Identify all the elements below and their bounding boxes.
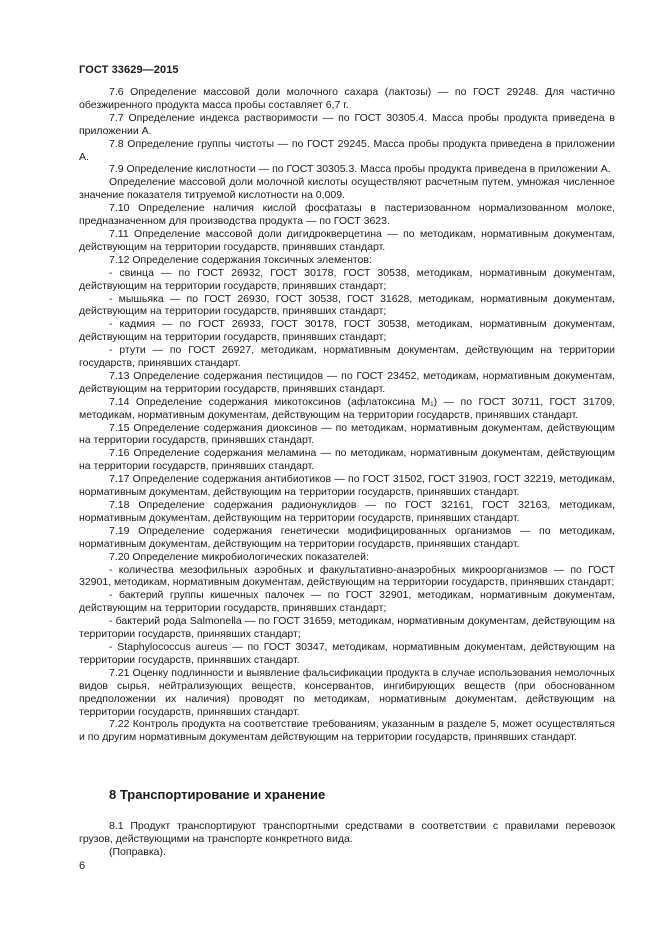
list-item: - мышьяка — по ГОСТ 26930, ГОСТ 30538, ГОСТ 31628, методикам, нормативным документам, действующим на территории государств, принявших стандарт; [79,292,615,318]
paragraph: 7.17 Определение содержания антибиотиков — по ГОСТ 31502, ГОСТ 31903, ГОСТ 32219, методикам, нормативным документам, действующим на территории государств, принявших стандарт. [79,473,615,499]
list-item: - кадмия — по ГОСТ 26933, ГОСТ 30178, ГОСТ 30538, методикам, нормативным документам, действующим на территории государств, принявших стандарт; [79,318,615,344]
paragraph: 7.12 Определение содержания токсичных элементов: [109,253,372,266]
amendment-note: (Поправка). [109,845,166,858]
paragraph: 7.18 Определение содержания радионуклидов — по ГОСТ 32161, ГОСТ 32163, методикам, нормативным документам, действующим на территории государств, принявших стандарт. [79,499,615,524]
paragraph: 7.20 Определение микробиологических показателей: [109,550,369,563]
paragraph: 8.1 Продукт транспортируют транспортными средствами в соответствии с правилами перевозок грузов, действующими на транспорте конкретного вида. [79,820,615,845]
list-item: - количества мезофильных аэробных и факультативно-анаэробных микроорганизмов — по ГОСТ 32901, методикам, нормативным документам, действующим на территории государств, принявших стандарт; [79,563,615,589]
paragraph: Определение массовой доли молочной кислоты осуществляют расчетным путем, умножая численное значение показателя титруемой кислотности на 0,009. [79,176,615,202]
paragraph: 7.10 Определение наличия кислой фосфатазы в пастеризованном нормализованном молоке, предназначенном для производства продукта — по ГОСТ 3623. [79,202,615,228]
paragraph: 7.22 Контроль продукта на соответствие требованиям, указанным в разделе 5, может осуществляться и по другим нормативным документам действующим на территории государств, принявших стандарт. [79,718,615,744]
section-8-title: 8 Транспортирование и хранение [109,787,326,802]
paragraph: 7.15 Определение содержания диоксинов — по методикам, нормативным документам, действующим на территории государств, принявших стандарт. [79,421,615,447]
document-header: ГОСТ 33629—2015 [79,64,179,76]
paragraph: 7.13 Определение содержания пестицидов — по ГОСТ 23452, методикам, нормативным документам, действующим на территории государств, принявших стандарт. [79,369,615,395]
section-8-body [79,820,615,859]
paragraph: 7.21 Оценку подлинности и выявление фальсификации продукта в случае использования немолочных видов сырья, нейтрализующих веществ, консервантов, ингибирующих веществ (при обоснованном предположении их наличия) проводят по методикам, нормативным документам, действующим на территории государств, принявших стандарт. [79,666,615,718]
list-item: - ртути — по ГОСТ 26927, методикам, нормативным документам, действующим на территории государств, принявших стандарт. [79,344,615,370]
list-item: - Staphylococcus aureus — по ГОСТ 30347, методикам, нормативным документам, действующим на территории государств, принявших стандарт. [79,640,615,666]
paragraph: 7.11 Определение массовой доли дигидрокверцетина — по методикам, нормативным документам, действующим на территории государств, принявших стандарт. [79,227,615,253]
page-number: 6 [79,860,86,872]
paragraph: 7.9 Определение кислотности — по ГОСТ 30305.3. Масса пробы продукта приведена в приложении А. [109,163,611,176]
paragraph: 7.19 Определение содержания генетически модифицированных организмов — по методикам, нормативным документам, действующим на территории государств, принявших стандарт. [79,524,615,550]
paragraph: 7.7 Определение индекса растворимости — по ГОСТ 30305.4. Масса пробы продукта приведена в приложении А. [79,111,615,137]
paragraph: 7.6 Определение массовой доли молочного сахара (лактозы) — по ГОСТ 29248. Для частично обезжиренного продукта масса пробы составляет 6,7 г. [79,86,615,111]
paragraph: 7.14 Определение содержания микотоксинов (афлатоксина M₁) — по ГОСТ 30711, ГОСТ 31709, методикам, нормативным документам, действующим на территории государств, принявших стандарт. [79,395,615,421]
paragraph: 7.8 Определение группы чистоты — по ГОСТ 29245. Масса пробы продукта приведена в приложении А. [79,137,615,163]
section-7-body [79,86,615,744]
list-item: - свинца — по ГОСТ 26932, ГОСТ 30178, ГОСТ 30538, методикам, нормативным документам, действующим на территории государств, принявших стандарт; [79,266,615,292]
paragraph: 7.16 Определение содержания меламина — по методикам, нормативным документам, действующим на территории государств, принявших стандарт. [79,447,615,473]
list-item: - бактерий рода Salmonella — по ГОСТ 31659, методикам, нормативным документам, действующим на территории государств, принявших стандарт; [79,615,615,641]
list-item: - бактерий группы кишечных палочек — по ГОСТ 32901, методикам, нормативным документам, действующим на территории государств, принявших стандарт; [79,589,615,615]
